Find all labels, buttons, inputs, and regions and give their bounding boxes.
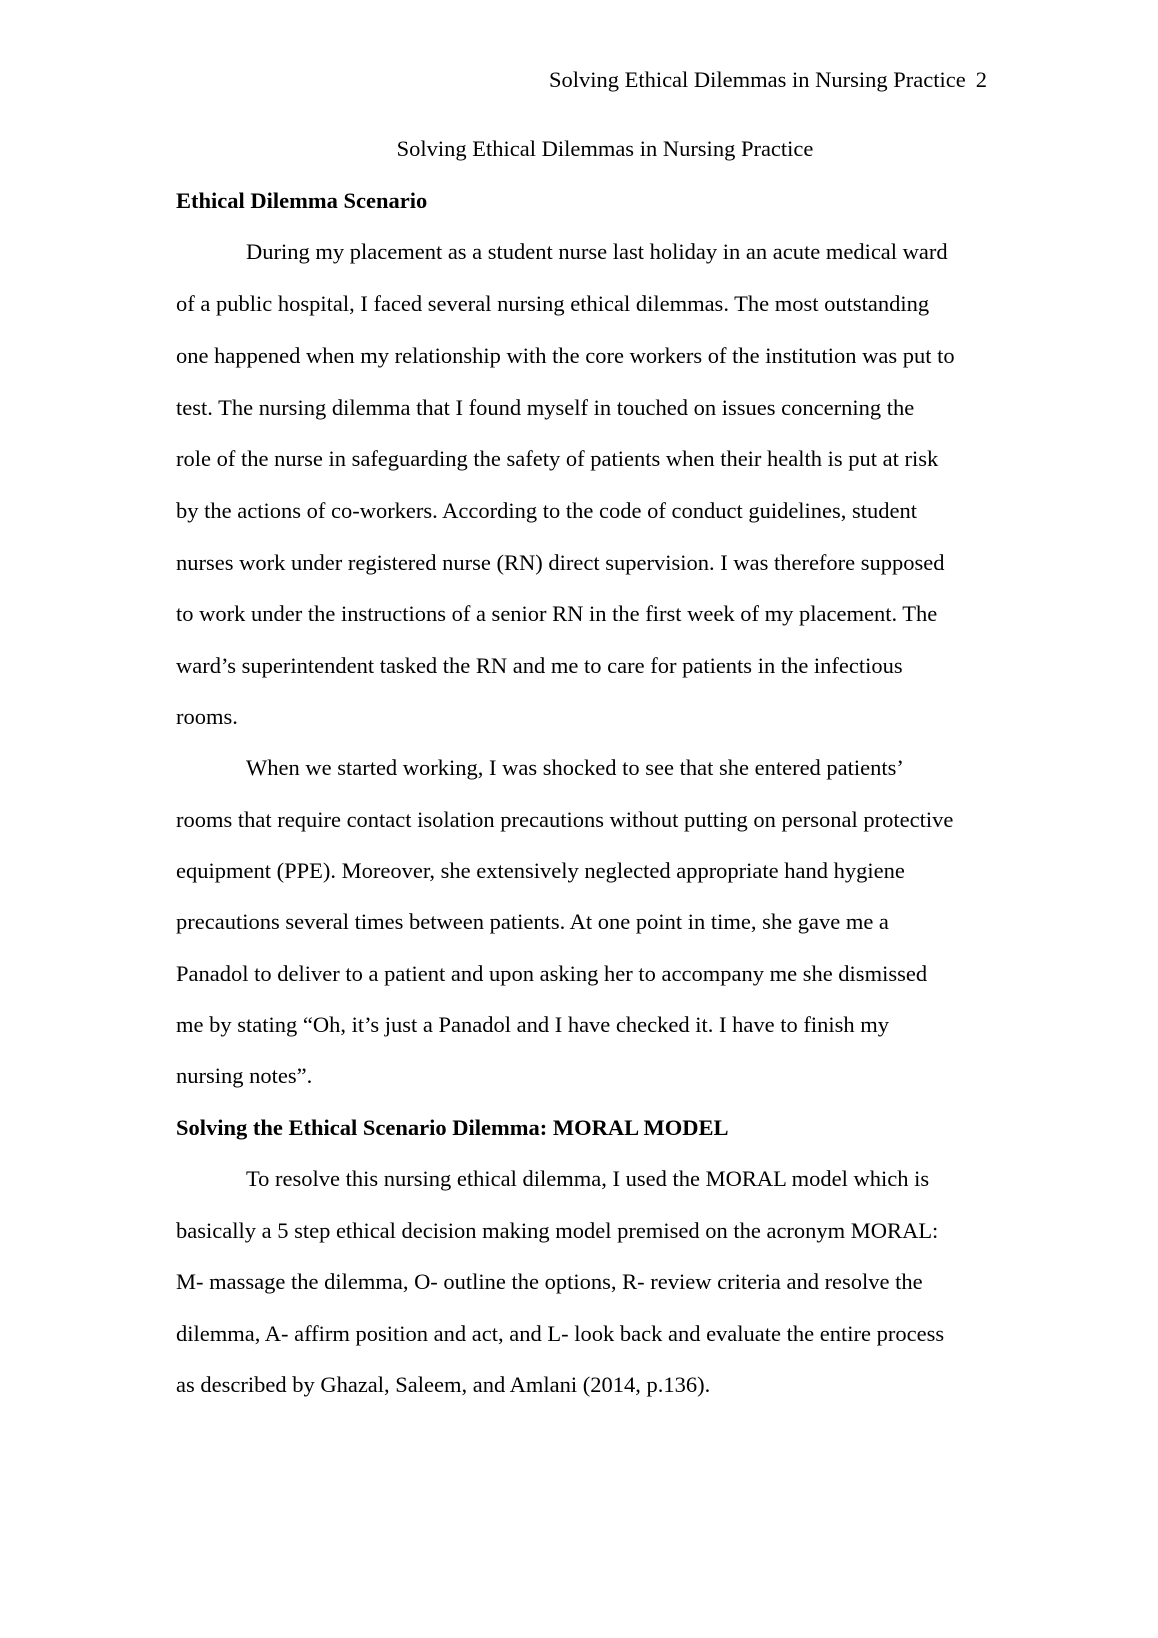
page-number: 2 bbox=[975, 67, 987, 92]
paragraph-line: dilemma, A- affirm position and act, and L- look back and evaluate the entire process bbox=[176, 1321, 945, 1346]
paragraph-line: To resolve this nursing ethical dilemma, I used the MORAL model which is bbox=[246, 1166, 930, 1191]
section-heading: Solving the Ethical Scenario Dilemma: MORAL MODEL bbox=[176, 1115, 729, 1140]
paragraph-line: one happened when my relationship with the core workers of the institution was put to bbox=[176, 343, 955, 368]
running-head bbox=[549, 66, 987, 94]
paragraph-line: During my placement as a student nurse last holiday in an acute medical ward bbox=[246, 239, 948, 264]
paragraph-line: equipment (PPE). Moreover, she extensively neglected appropriate hand hygiene bbox=[176, 858, 905, 883]
paragraph-line: role of the nurse in safeguarding the safety of patients when their health is put at risk bbox=[176, 446, 939, 471]
paragraph-line: rooms. bbox=[176, 704, 238, 729]
paragraph-line: rooms that require contact isolation precautions without putting on personal protective bbox=[176, 807, 954, 832]
paragraph-line: precautions several times between patients. At one point in time, she gave me a bbox=[176, 909, 889, 934]
paragraph-line: When we started working, I was shocked to see that she entered patients’ bbox=[246, 755, 904, 780]
paragraph-line: me by stating “Oh, it’s just a Panadol and I have checked it. I have to finish my bbox=[176, 1012, 889, 1037]
paragraph-line: by the actions of co-workers. According to the code of conduct guidelines, student bbox=[176, 498, 918, 523]
paragraph-line: of a public hospital, I faced several nursing ethical dilemmas. The most outstanding bbox=[176, 291, 930, 316]
paragraph-line: Panadol to deliver to a patient and upon asking her to accompany me she dismissed bbox=[176, 961, 928, 986]
section-heading: Ethical Dilemma Scenario bbox=[176, 188, 428, 213]
document-title: Solving Ethical Dilemmas in Nursing Practice bbox=[396, 136, 814, 161]
paragraph-line: test. The nursing dilemma that I found myself in touched on issues concerning the bbox=[176, 395, 915, 420]
paragraph-line: nursing notes”. bbox=[176, 1063, 313, 1088]
paragraph-line: ward’s superintendent tasked the RN and me to care for patients in the infectious bbox=[176, 653, 903, 678]
paragraph-line: nurses work under registered nurse (RN) direct supervision. I was therefore supposed bbox=[176, 550, 945, 575]
paragraph-line: M- massage the dilemma, O- outline the options, R- review criteria and resolve the bbox=[176, 1269, 923, 1294]
paragraph-line: as described by Ghazal, Saleem, and Amlani (2014, p.136). bbox=[176, 1372, 711, 1397]
running-head-title: Solving Ethical Dilemmas in Nursing Practice bbox=[548, 67, 966, 92]
paragraph-line: to work under the instructions of a senior RN in the first week of my placement. The bbox=[176, 601, 938, 626]
paragraph-line: basically a 5 step ethical decision making model premised on the acronym MORAL: bbox=[176, 1218, 939, 1243]
